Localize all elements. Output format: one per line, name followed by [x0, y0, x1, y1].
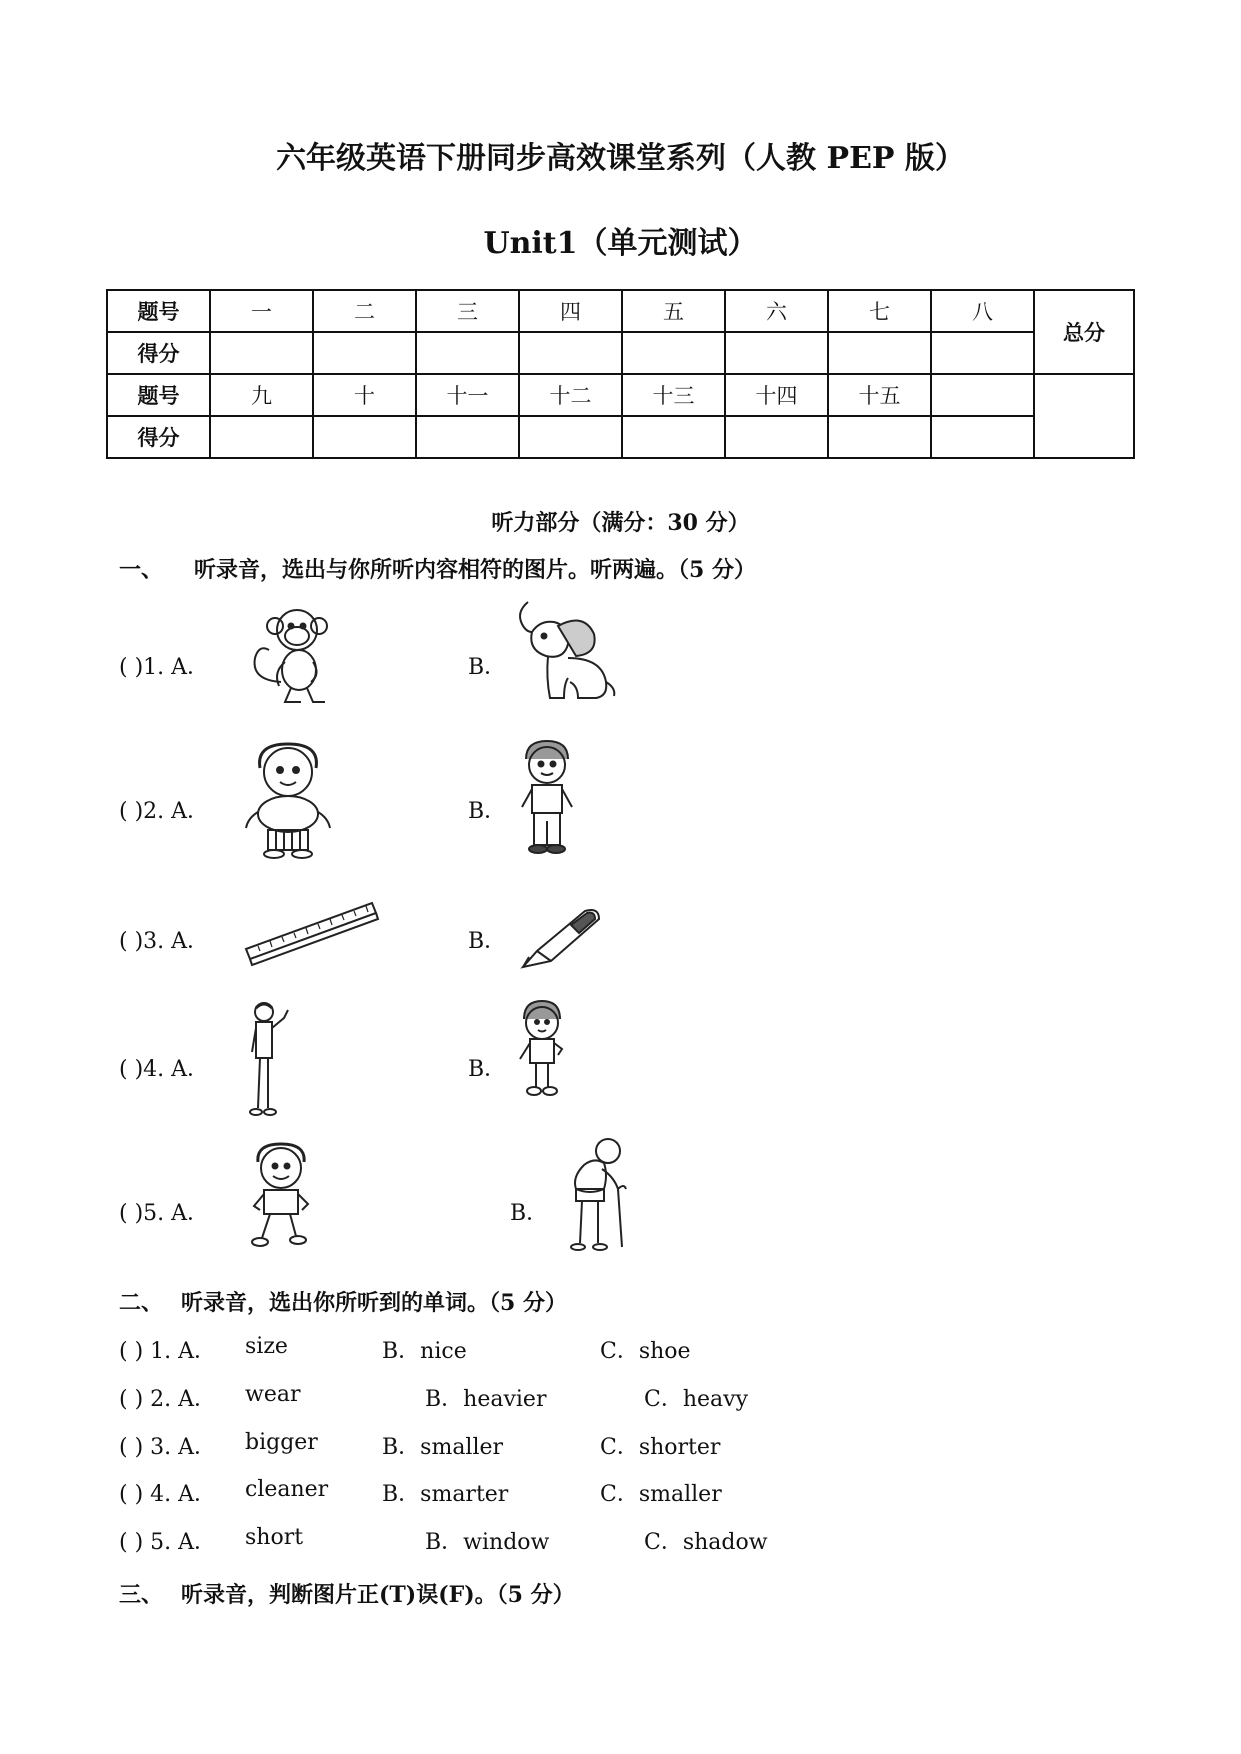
score-input-cell[interactable]: [828, 416, 931, 458]
option-b-label: B．: [510, 1201, 549, 1226]
question-number: ( )5. A．: [119, 1201, 210, 1226]
option-a: wear: [245, 1382, 301, 1407]
score-input-cell[interactable]: [725, 416, 828, 458]
score-row-header-1: [107, 290, 1134, 332]
score-input-cell[interactable]: [416, 416, 519, 458]
question-number: ( ) 2. A．: [119, 1387, 217, 1412]
option-a: short: [245, 1525, 304, 1550]
score-input-cell[interactable]: [416, 332, 519, 374]
score-input-cell[interactable]: [931, 332, 1034, 374]
table-cell: 二: [313, 290, 416, 332]
option-a: bigger: [245, 1430, 318, 1455]
table-cell: 一: [210, 290, 313, 332]
table-cell: 五: [622, 290, 725, 332]
option-b-label: B．: [468, 929, 507, 954]
score-input-cell[interactable]: [931, 416, 1034, 458]
table-cell: 题号: [107, 290, 210, 332]
page-title: 六年级英语下册同步高效课堂系列（人教 PEP 版）: [276, 141, 965, 176]
score-input-cell[interactable]: [210, 332, 313, 374]
pen-icon: [515, 905, 605, 975]
question-number: ( )2. A．: [119, 799, 210, 824]
listening-header: 听力部分（满分：30 分）: [491, 510, 750, 536]
table-cell: 九: [210, 374, 313, 416]
old-man-icon: [554, 1135, 634, 1253]
question-number: ( ) 5. A．: [119, 1530, 217, 1555]
section-1-number: 一、: [119, 557, 164, 583]
young-boy-icon: [246, 1140, 316, 1252]
total-score-cell: 总分: [1034, 290, 1134, 374]
question-number: ( )1. A．: [119, 655, 210, 680]
option-b-label: B．: [468, 1057, 507, 1082]
score-input-cell[interactable]: [519, 416, 622, 458]
table-cell: 三: [416, 290, 519, 332]
table-cell: [931, 374, 1034, 416]
score-row-header-2: [107, 374, 1134, 416]
score-input-cell[interactable]: [519, 332, 622, 374]
total-score-input-cell[interactable]: [1034, 374, 1134, 458]
score-row-2: [107, 416, 1134, 458]
section-2-instruction: 听录音，选出你所听到的单词。（5 分）: [181, 1290, 567, 1316]
question-number: ( ) 3. A．: [119, 1435, 217, 1460]
question-number: ( )4. A．: [119, 1057, 210, 1082]
option-a: size: [245, 1334, 288, 1359]
question-number: ( )3. A．: [119, 929, 210, 954]
page-subtitle: Unit1（单元测试）: [483, 226, 758, 261]
section-2-number: 二、: [119, 1290, 164, 1316]
option-c: C．shorter: [600, 1435, 721, 1460]
option-b-label: B．: [468, 655, 507, 680]
score-input-cell[interactable]: [828, 332, 931, 374]
table-cell: 十三: [622, 374, 725, 416]
table-cell: 十五: [828, 374, 931, 416]
ruler-icon: [240, 895, 380, 967]
score-input-cell[interactable]: [313, 416, 416, 458]
score-input-cell[interactable]: [622, 416, 725, 458]
tall-man-icon: [244, 1000, 294, 1118]
option-c: C．shoe: [600, 1339, 691, 1364]
table-cell: 得分: [107, 332, 210, 374]
option-c: C．smaller: [600, 1482, 722, 1507]
option-b: B．smarter: [382, 1482, 509, 1507]
table-cell: 六: [725, 290, 828, 332]
boy-icon: [512, 737, 582, 859]
option-c: C．heavy: [644, 1387, 748, 1412]
chubby-boy-icon: [238, 738, 338, 860]
table-cell: 四: [519, 290, 622, 332]
option-b-label: B．: [468, 799, 507, 824]
table-cell: 十二: [519, 374, 622, 416]
table-cell: 十一: [416, 374, 519, 416]
score-input-cell[interactable]: [210, 416, 313, 458]
option-b: B．nice: [382, 1339, 467, 1364]
score-row-1: [107, 332, 1134, 374]
option-b: B．heavier: [425, 1387, 547, 1412]
score-table: [106, 289, 1135, 459]
option-a: cleaner: [245, 1477, 329, 1502]
score-input-cell[interactable]: [313, 332, 416, 374]
score-input-cell[interactable]: [725, 332, 828, 374]
monkey-icon: [245, 602, 345, 707]
section-1-instruction: 听录音，选出与你所听内容相符的图片。听两遍。（5 分）: [194, 557, 756, 583]
option-b: B．smaller: [382, 1435, 504, 1460]
table-cell: 七: [828, 290, 931, 332]
option-b: B．window: [425, 1530, 550, 1555]
short-boy-icon: [512, 997, 572, 1099]
section-3-number: 三、: [119, 1582, 164, 1608]
section-3-instruction: 听录音，判断图片正(T)误(F)。（5 分）: [181, 1582, 575, 1608]
table-cell: 得分: [107, 416, 210, 458]
table-cell: 八: [931, 290, 1034, 332]
question-number: ( ) 4. A．: [119, 1482, 217, 1507]
elephant-icon: [506, 598, 621, 710]
table-cell: 题号: [107, 374, 210, 416]
option-c: C．shadow: [644, 1530, 768, 1555]
question-number: ( ) 1. A．: [119, 1339, 217, 1364]
table-cell: 十: [313, 374, 416, 416]
score-input-cell[interactable]: [622, 332, 725, 374]
table-cell: 十四: [725, 374, 828, 416]
